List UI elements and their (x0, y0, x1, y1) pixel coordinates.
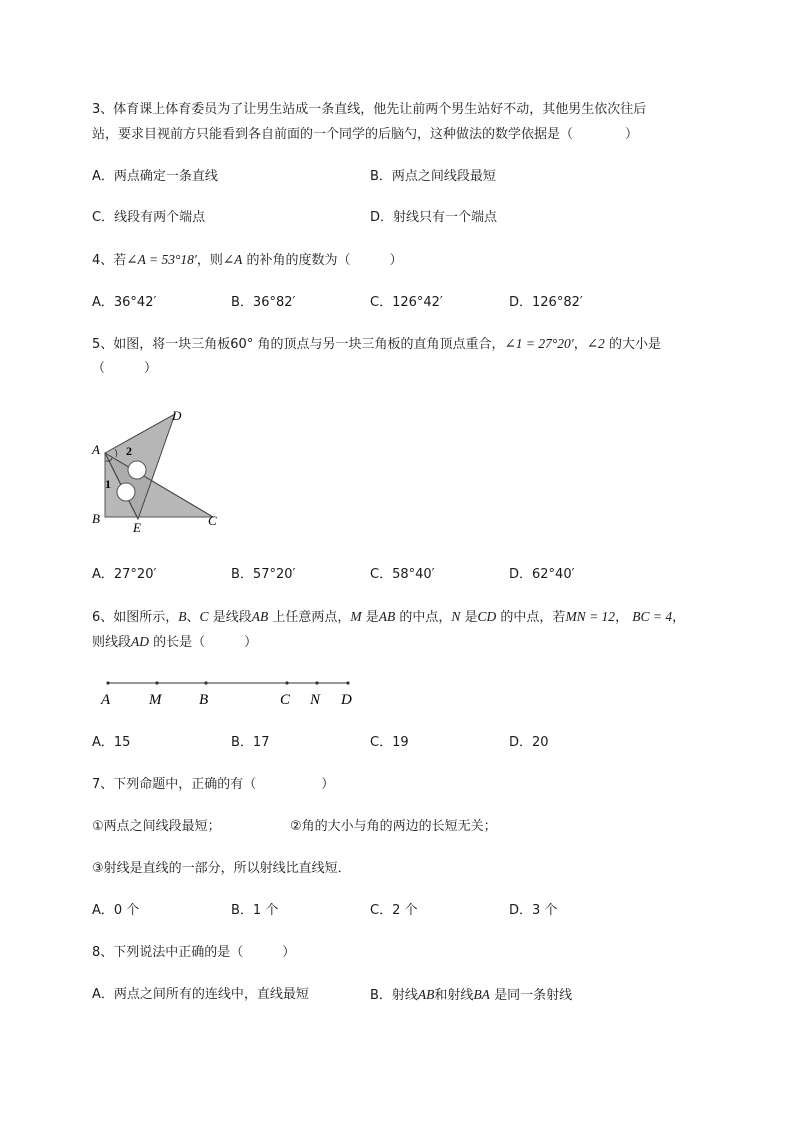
q5-stem-line1 (92, 335, 661, 354)
label-b: B (199, 692, 209, 708)
label-n: N (310, 692, 321, 708)
label-c: C (280, 692, 291, 708)
q4-option-b: B．36°82′ (231, 295, 296, 310)
q7-option-d: D．3 个 (509, 903, 558, 918)
q8-option-b-text: 是同一条射线 (489, 988, 573, 1003)
label-d: D (341, 692, 352, 708)
point-c-dot (285, 681, 288, 684)
q6-segment-ab: AB (251, 609, 269, 624)
q5-angle1-expr: ∠1 = 27°20′ (504, 336, 574, 351)
label-a: A (101, 692, 111, 708)
q6-text: 的中点， (395, 610, 452, 625)
q6-point-n: N (451, 609, 461, 624)
set-square-hole-upper (128, 461, 146, 479)
q5-text-b: 的大小是 (604, 337, 661, 352)
set-square-hole-lower (117, 483, 135, 501)
q6-segment-figure (96, 674, 366, 710)
q5-option-d: D．62°40′ (509, 567, 575, 582)
q6-option-d: D．20 (509, 735, 549, 750)
q5-angle2: ∠2 (586, 336, 605, 351)
point-b-dot (204, 681, 207, 684)
q5-option-a: A．27°20′ (92, 567, 157, 582)
q6-point-c: C (199, 609, 209, 624)
q8-option-b-text: B．射线 (370, 988, 418, 1003)
q6-segment-cd: CD (477, 609, 497, 624)
label-d: D (172, 408, 182, 423)
q7-option-c: C．2 个 (370, 903, 418, 918)
q6-text: 的长是（ ） (149, 635, 258, 650)
q6-segment-ab: AB (378, 609, 396, 624)
q7-option-b: B．1 个 (231, 903, 279, 918)
q6-text: 、 (186, 610, 200, 625)
label-b: B (92, 511, 100, 526)
q6-option-b: B．17 (231, 735, 270, 750)
q7-stem: 7、下列命题中，正确的有（ ） (92, 777, 335, 792)
q8-option-b-text: 和射线 (434, 988, 474, 1003)
q5-stem-line2: （ ） (92, 361, 158, 376)
q4-prefix: 4、若 (92, 253, 127, 268)
label-angle-2: 2 (126, 444, 132, 458)
q4-option-d: D．126°82′ (509, 295, 583, 310)
q6-mn-expr: MN = 12 (565, 609, 616, 624)
q7-statement-2: ②角的大小与角的两边的长短无关； (290, 819, 497, 834)
q5-text-a: 5、如图，将一块三角板60° 角的顶点与另一块三角板的直角顶点重合， (92, 337, 505, 352)
label-angle-1: 1 (105, 477, 111, 491)
q6-text: 则线段 (92, 635, 132, 650)
q7-option-a: A．0 个 (92, 903, 140, 918)
label-a: A (92, 442, 100, 457)
q6-point-m: M (350, 609, 362, 624)
q4-stem (92, 251, 403, 270)
q6-text: 的中点，若 (496, 610, 566, 625)
q5-option-c: C．58°40′ (370, 567, 435, 582)
q6-text: ， (672, 610, 686, 625)
q8-ray-ba: BA (473, 987, 490, 1002)
label-e: E (133, 520, 141, 535)
q8-ray-ab: AB (417, 987, 435, 1002)
point-a-dot (106, 681, 109, 684)
q5-sep: ， (573, 337, 587, 352)
q5-triangle-figure (88, 402, 228, 537)
q4-option-a: A．36°42′ (92, 295, 157, 310)
q6-option-a: A．15 (92, 735, 131, 750)
q8-option-a: A．两点之间所有的连线中，直线最短 (92, 987, 309, 1002)
q7-statement-1: ①两点之间线段最短； (92, 819, 221, 834)
point-m-dot (155, 681, 158, 684)
label-m: M (149, 692, 162, 708)
q6-text: ， (615, 610, 633, 625)
q6-text: 是 (361, 610, 379, 625)
q4-angle-a: ∠A (222, 252, 243, 267)
q6-stem-line1 (92, 608, 685, 627)
q3-option-a: A．两点确定一条直线 (92, 169, 218, 184)
q6-text: 是线段 (208, 610, 252, 625)
q8-option-b (370, 986, 572, 1005)
q6-stem-line2 (92, 633, 257, 652)
q5-option-b: B．57°20′ (231, 567, 296, 582)
q4-option-c: C．126°42′ (370, 295, 443, 310)
q3-option-d: D．射线只有一个端点 (370, 210, 498, 225)
q8-stem: 8、下列说法中正确的是（ ） (92, 945, 296, 960)
q3-option-c: C．线段有两个端点 (92, 210, 206, 225)
q6-text: 6、如图所示， (92, 610, 179, 625)
q3-stem-line1: 3、体育课上体育委员为了让男生站成一条直线，他先让前两个男生站好不动，其他男生依次往后 (92, 102, 647, 117)
q7-statement-3: ③射线是直线的一部分，所以射线比直线短． (92, 861, 351, 876)
q3-stem-line2: 站，要求目视前方只能看到各自前面的一个同学的后脑勺，这种做法的数学依据是（ ） (92, 127, 639, 142)
q6-text: 是 (460, 610, 478, 625)
q4-suffix: 的补角的度数为（ ） (242, 253, 403, 268)
q4-angle-expr: ∠A = 53°18′ (126, 252, 197, 267)
point-n-dot (315, 681, 318, 684)
q6-point-b: B (178, 609, 187, 624)
q4-mid: ，则 (196, 253, 223, 268)
q6-segment-ad: AD (131, 634, 150, 649)
q6-text: 上任意两点， (268, 610, 351, 625)
q6-option-c: C．19 (370, 735, 409, 750)
point-d-dot (346, 681, 349, 684)
q3-option-b: B．两点之间线段最短 (370, 169, 496, 184)
label-c: C (208, 513, 217, 528)
q6-bc-expr: BC = 4 (632, 609, 673, 624)
